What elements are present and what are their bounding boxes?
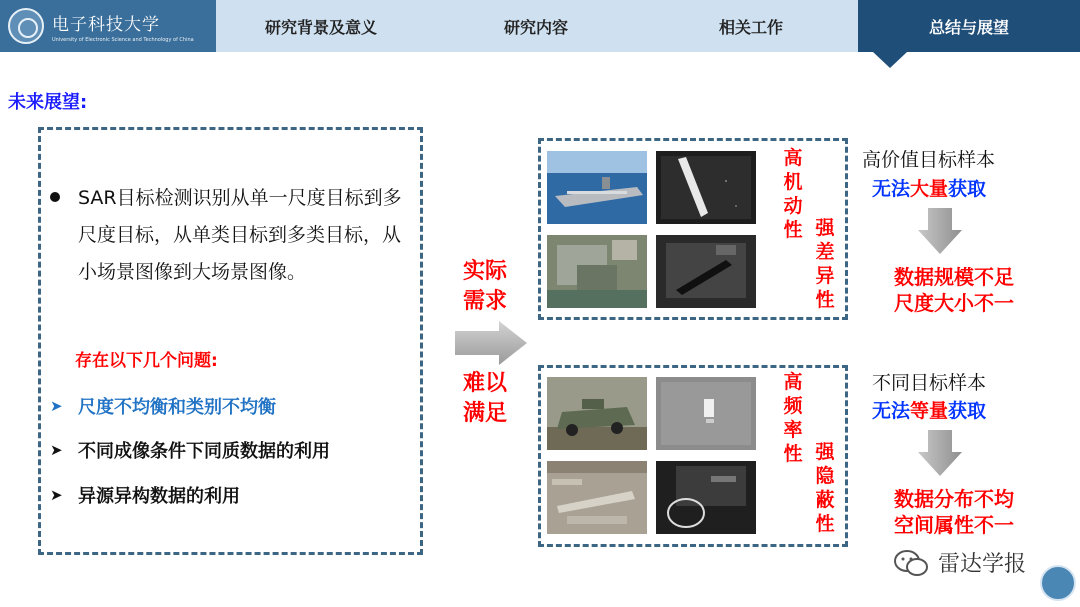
harbor-sar-image [656, 235, 756, 308]
university-seal-icon [8, 8, 44, 44]
right-arrow-icon [455, 321, 529, 365]
upper-result [884, 264, 1024, 316]
bullet-dot-icon [50, 192, 60, 202]
section-title: 未来展望: [8, 92, 88, 113]
issue-item [50, 482, 240, 508]
ship-sar-image [656, 151, 756, 224]
high-mobility-label: 高机动性 [783, 147, 803, 241]
chevron-right-icon: ➤ [50, 486, 63, 504]
tab-research-background[interactable]: 研究背景及意义 [264, 17, 377, 37]
cannot-obtain-equal-text: 无法等量获取 [872, 400, 987, 422]
high-value-sample-text: 高价值目标样本 [862, 149, 996, 171]
armored-vehicle-optical-image [547, 377, 647, 450]
issue-item [50, 437, 330, 463]
wechat-icon [894, 549, 928, 577]
tab-research-content[interactable]: 研究内容 [503, 17, 568, 37]
wechat-watermark [894, 547, 1026, 578]
cannot-obtain-text: 无法大量获取 [872, 178, 987, 200]
diverse-sample-text: 不同目标样本 [872, 372, 987, 394]
strong-concealment-label: 强隐蔽性 [815, 441, 835, 535]
inconsistent-size-text: 尺度大小不一 [894, 291, 1014, 315]
unmet-word-1: 难以 [463, 371, 508, 396]
vehicle-sar-image [656, 377, 756, 450]
issues-title: 存在以下几个问题: [75, 351, 218, 371]
uneven-distribution-text: 数据分布不均 [894, 487, 1014, 511]
unmet-word-2: 满足 [463, 401, 508, 426]
issue-label: 尺度不均衡和类别不均衡 [78, 397, 276, 418]
airfield-sar-image [656, 461, 756, 534]
outlook-bullet-text: SAR目标检测识别从单一尺度目标到多尺度目标，从单类目标到多类目标，从小场景图像到大场景图像。 [78, 187, 402, 283]
high-frequency-label: 高频率性 [783, 371, 803, 465]
strong-difference-label: 强差异性 [815, 217, 835, 311]
university-logo [0, 0, 216, 52]
demand-word-1: 实际 [463, 259, 508, 284]
issue-item [50, 393, 276, 419]
down-arrow-icon [918, 430, 962, 476]
lower-result [884, 486, 1024, 538]
tab-related-work[interactable]: 相关工作 [718, 17, 783, 37]
issue-label: 异源异构数据的利用 [78, 486, 240, 507]
issue-label: 不同成像条件下同质数据的利用 [78, 441, 330, 462]
logo-chinese-name: 电子科技大学 [52, 14, 160, 35]
down-arrow-icon [918, 208, 962, 254]
active-tab-pointer-icon [873, 52, 907, 68]
logo-english-name: University of Electronic Science and Technology of China [52, 36, 194, 43]
harbor-optical-image [547, 235, 647, 308]
tab-summary-outlook[interactable]: 总结与展望 [858, 0, 1080, 52]
top-navigation-bar [0, 0, 1080, 52]
demand-word-2: 需求 [463, 289, 508, 314]
watermark-text: 雷达学报 [938, 552, 1027, 577]
insufficient-scale-text: 数据规模不足 [894, 265, 1014, 289]
aircraft-carrier-optical-image [547, 151, 647, 224]
airfield-optical-image [547, 461, 647, 534]
journal-seal-icon [1040, 565, 1076, 601]
inconsistent-spatial-text: 空间属性不一 [894, 513, 1014, 537]
chevron-right-icon: ➤ [50, 397, 63, 415]
chevron-right-icon: ➤ [50, 441, 63, 459]
